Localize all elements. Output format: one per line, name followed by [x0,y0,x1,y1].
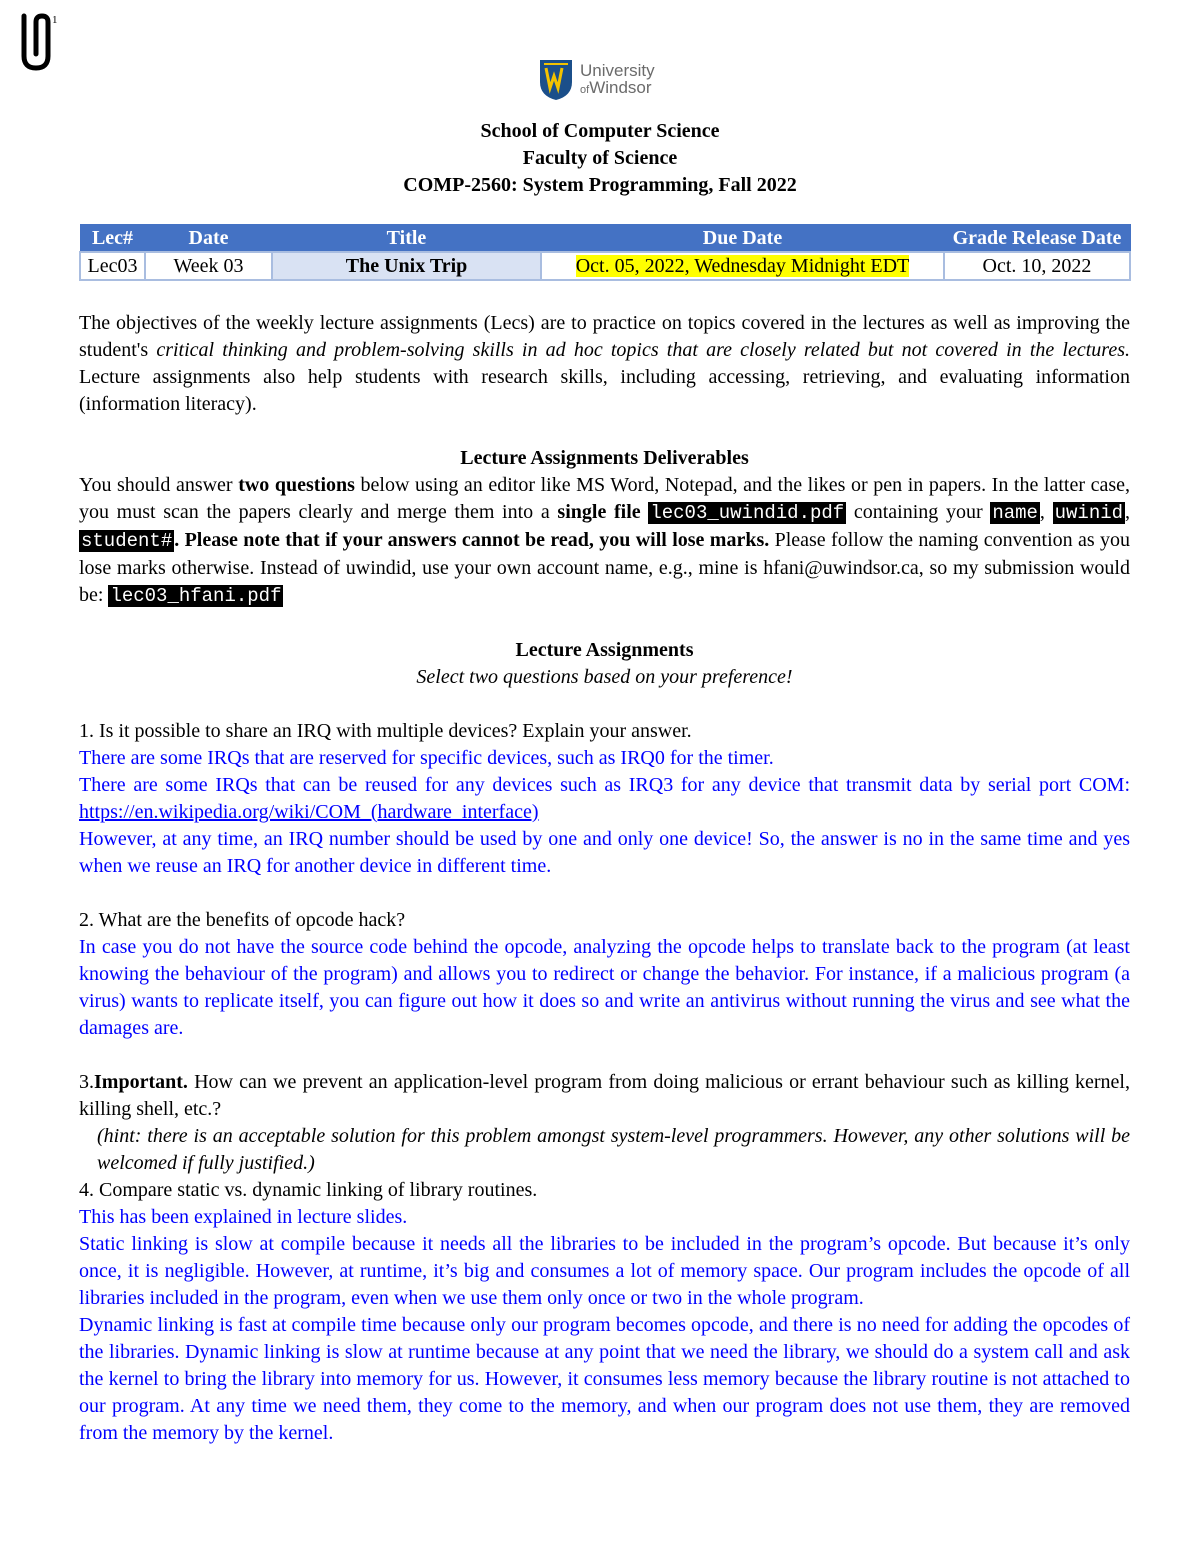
question-3-hint: (hint: there is an acceptable solution for this problem amongst system-level programmers. However, any other solutions will be welcomed if fully justified.) [97,1125,1130,1174]
answer-4-static: Static linking is slow at compile because it needs all the libraries to be included in the program’s opcode. But because it’s only once, it is negligible. However, at runtime, it’s big and consumes a lot of memory space. Our program includes the opcode of all libraries included in the program, even when we use them only once or two in the whole program. [79,1233,1130,1309]
university-logo [538,54,678,106]
school-name: School of Computer Science [480,120,720,142]
assignments-heading: Lecture Assignments [515,639,694,661]
answer-4-dynamic: Dynamic linking is fast at compile time because only our program becomes opcode, and there is no need for adding the opcodes of the libraries. Dynamic linking is slow at runtime because at any point that we need the library, we should do a system call and ask the kernel to bring the library into memory for us. However, it consumes less memory because the library routine is not attached to our program. At any time we need them, they come to the memory, and when our program does not use them, they are removed from the memory by the kernel. [79,1314,1130,1444]
col-header: Due Date [541,225,944,253]
table-cell-due-date: Oct. 05, 2022, Wednesday Midnight EDT [541,252,944,280]
table-cell: Oct. 10, 2022 [944,252,1130,280]
col-header: Date [145,225,272,253]
filename-code: lec03_uwindid.pdf [650,502,845,524]
question-1: 1. Is it possible to share an IRQ with multiple devices? Explain your answer. [79,720,692,742]
logo-wordmark: University ofWindsor [580,60,655,97]
answer-1-line-1: There are some IRQs that are reserved for specific devices, such as IRQ0 for the timer. [79,747,774,769]
page-number: 1 [52,14,58,26]
table-row [80,252,1130,280]
table-cell: Lec03 [80,252,145,280]
deliverables-paragraph: You should answer two questions below using an editor like MS Word, Notepad, and the likes or pen in papers. In the latter case, you must scan the papers clearly and merge them into a single file lec03_uwindid.pdf containing your name , uwinid , student# . Please note that if your answers cannot be read, you will lose marks. Please follow the naming convention as you lose marks otherwise. Instead of uwindid, use your own account name, e.g., mine is hfani@uwindsor.ca, so my submission would be: lec03_hfani.pdf [79,474,1131,607]
table-cell-title: The Unix Trip [272,252,541,280]
deliverables-heading: Lecture Assignments Deliverables [460,447,749,469]
question-4: 4. Compare static vs. dynamic linking of library routines. [79,1179,538,1201]
student-number-code: student# [81,530,173,552]
col-header: Grade Release Date [944,225,1130,253]
answer-1-line-2: There are some IRQs that can be reused for any devices such as IRQ3 for any device that transmit data by serial port COM: https://en.wikipedia.org/wiki/COM_(hardware_interface) [79,774,1130,823]
document-body [79,310,1130,1447]
intro-paragraph: The objectives of the weekly lecture assignments (Lecs) are to practice on topics covered in the lectures as well as improving the student's critical thinking and problem-solving skills in ad hoc topics that are closely related but not covered in the lectures. Lecture assignments also help students with research skills, including accessing, retrieving, and evaluating information (information literacy). [79,312,1130,415]
table-header-row [80,225,1130,253]
example-filename-code: lec03_hfani.pdf [110,585,282,607]
name-code: name [992,502,1038,524]
answer-2: In case you do not have the source code behind the opcode, analyzing the opcode helps to translate back to the program (at least knowing the behaviour of the program) and allows you to redirect or change the behavior. For instance, if a malicious program (a virus) wants to replicate itself, you can figure out how it does so and write an antivirus without running the virus and see what the damages are. [79,936,1130,1039]
com-wikipedia-link[interactable]: https://en.wikipedia.org/wiki/COM_(hardware_interface) [79,801,539,823]
question-3: 3.Important. How can we prevent an application-level program from doing malicious or errant behaviour such as killing kernel, killing shell, etc.? [79,1071,1130,1120]
col-header: Title [272,225,541,253]
col-header: Lec# [80,225,145,253]
course-title: COMP-2560: System Programming, Fall 2022 [403,174,797,196]
course-header [0,118,1200,199]
table-cell: Week 03 [145,252,272,280]
assignments-subheading: Select two questions based on your preference! [416,666,793,688]
assignment-info-table [79,224,1131,281]
faculty-name: Faculty of Science [522,147,678,169]
answer-1-line-3: However, at any time, an IRQ number should be used by one and only one device! So, the answer is no in the same time and yes when we reuse an IRQ for another device in different time. [79,828,1130,877]
answer-4-line-1: This has been explained in lecture slides. [79,1206,408,1228]
university-shield-icon [538,58,574,102]
question-2: 2. What are the benefits of opcode hack? [79,909,406,931]
uwinid-code: uwinid [1054,502,1124,524]
